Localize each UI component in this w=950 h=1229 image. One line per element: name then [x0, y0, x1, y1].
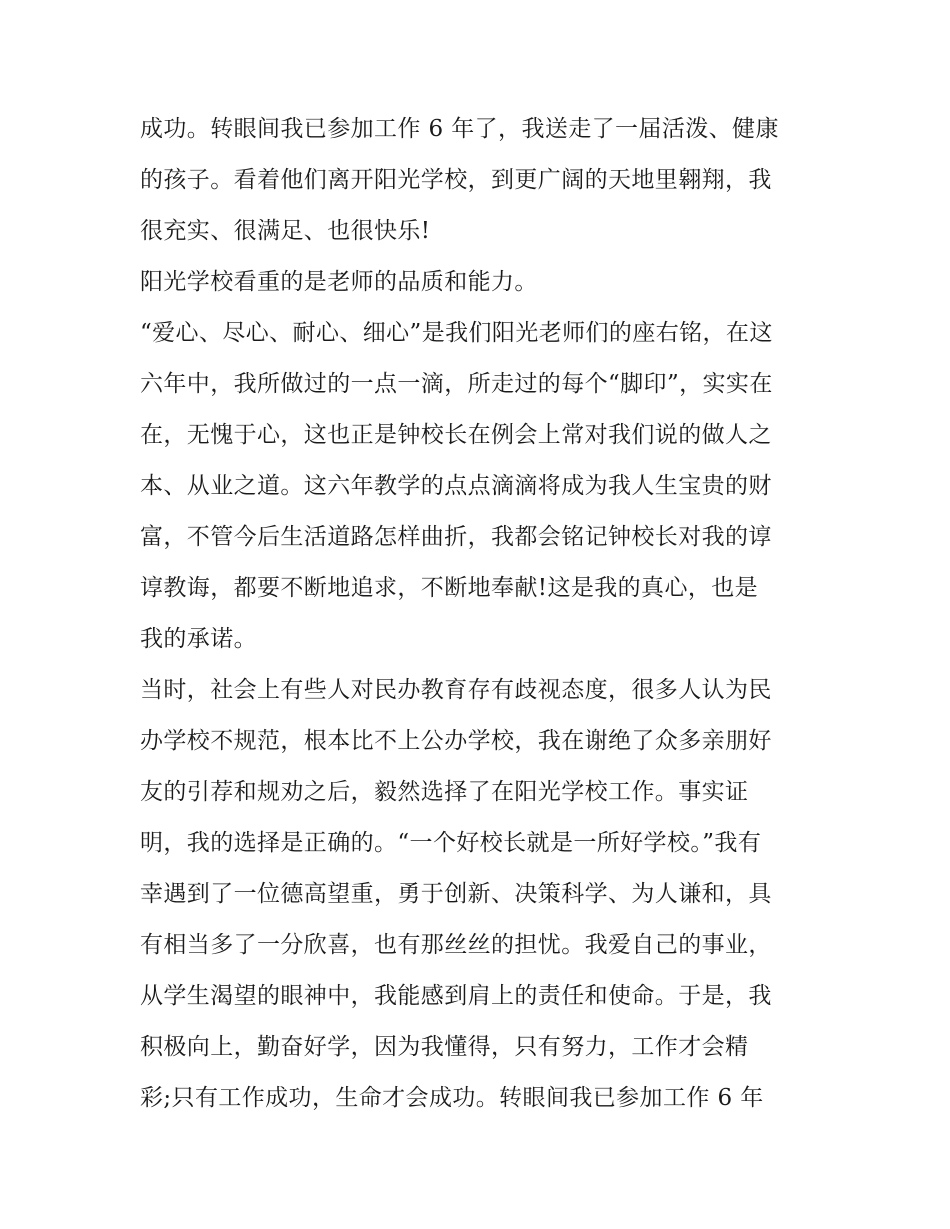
text-line: 有相当多了一分欣喜，也有那丝丝的担忧。我爱自己的事业，	[140, 932, 772, 958]
text-line: 办学校不规范，根本比不上公办学校，我在谢绝了众多亲朋好	[140, 728, 772, 754]
text-line: 成功。转眼间我已参加工作 6 年了，我送走了一届活泼、健康	[140, 116, 779, 142]
text-line: 明，我的选择是正确的。“一个好校长就是一所好学校。”我有	[140, 830, 762, 856]
text-line: 我的承诺。	[140, 626, 257, 652]
text-line: 当时，社会上有些人对民办教育存有歧视态度，很多人认为民	[140, 677, 772, 703]
text-line: 本、从业之道。这六年教学的点点滴滴将成为我人生宝贵的财	[140, 473, 772, 499]
text-line: 很充实、很满足、也很快乐!	[140, 218, 431, 244]
text-line: 彩;只有工作成功，生命才会成功。转眼间我已参加工作 6 年	[140, 1085, 764, 1111]
text-line: 在，无愧于心，这也正是钟校长在例会上常对我们说的做人之	[140, 422, 772, 448]
text-line: 友的引荐和规劝之后，毅然选择了在阳光学校工作。事实证	[140, 779, 749, 805]
text-line: 阳光学校看重的是老师的品质和能力。	[140, 269, 538, 295]
text-line: 从学生渴望的眼神中，我能感到肩上的责任和使命。于是，我	[140, 983, 772, 1009]
text-line: 幸遇到了一位德高望重，勇于创新、决策科学、为人谦和，具	[140, 881, 772, 907]
text-line: 富，不管今后生活道路怎样曲折，我都会铭记钟校长对我的谆	[140, 524, 772, 550]
text-line: 的孩子。看着他们离开阳光学校，到更广阔的天地里翱翔，我	[140, 167, 772, 193]
text-line: 六年中，我所做过的一点一滴，所走过的每个“脚印”，实实在	[140, 371, 773, 397]
text-line: 积极向上，勤奋好学，因为我懂得，只有努力，工作才会精	[140, 1034, 749, 1060]
text-line: 谆教诲，都要不断地追求，不断地奉献!这是我的真心，也是	[140, 575, 759, 601]
text-line: “爱心、尽心、耐心、细心”是我们阳光老师们的座右铭，在这	[140, 320, 773, 346]
